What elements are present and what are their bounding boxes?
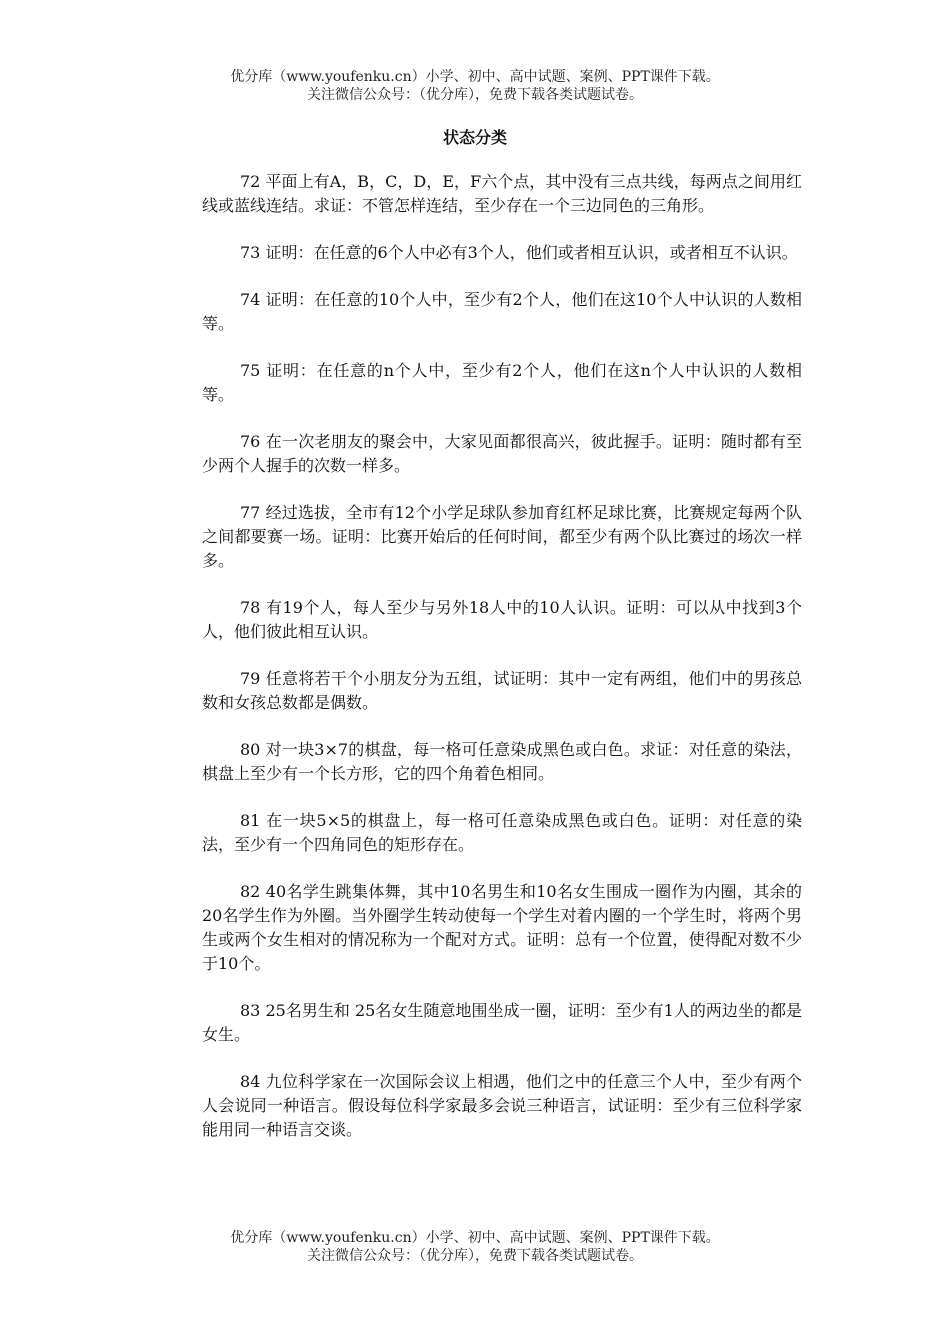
problem-72: 72 平面上有A，B，C，D，E，F六个点，其中没有三点共线，每两点之间用红线或蓝线连结。求证：不管怎样连结，至少存在一个三边同色的三角形。 xyxy=(202,172,802,215)
problem-73: 73 证明：在任意的6个人中必有3个人，他们或者相互认识，或者相互不认识。 xyxy=(240,243,798,262)
problem-78: 78 有19个人，每人至少与另外18人中的10人认识。证明：可以从中找到3个人，他们彼此相互认识。 xyxy=(202,598,802,641)
problem-76: 76 在一次老朋友的聚会中，大家见面都很高兴，彼此握手。证明：随时都有至少两个人握手的次数一样多。 xyxy=(202,432,802,475)
problem-79: 79 任意将若干个小朋友分为五组，试证明：其中一定有两组，他们中的男孩总数和女孩总数都是偶数。 xyxy=(202,669,802,712)
header-line-2: 关注微信公众号：（优分库），免费下载各类试题试卷。 xyxy=(307,87,643,103)
problem-75: 75 证明：在任意的n个人中，至少有2个人，他们在这n个人中认识的人数相等。 xyxy=(202,361,802,404)
page-footer xyxy=(0,1229,950,1265)
problem-80: 80 对一块3×7的棋盘，每一格可任意染成黑色或白色。求证：对任意的染法，棋盘上至少有一个长方形，它的四个角着色相同。 xyxy=(202,740,802,783)
problem-83: 83 25名男生和 25名女生随意地围坐成一圈，证明：至少有1人的两边坐的都是女生。 xyxy=(202,1001,802,1044)
footer-line-1: 优分库（www.youfenku.cn）小学、初中、高中试题、案例、PPT课件下载。 xyxy=(230,1230,720,1246)
problem-74: 74 证明：在任意的10个人中，至少有2个人，他们在这10个人中认识的人数相等。 xyxy=(202,290,802,333)
document-title: 状态分类 xyxy=(442,128,507,147)
problem-82: 82 40名学生跳集体舞，其中10名男生和10名女生围成一圈作为内圈，其余的20名学生作为外圈。当外圈学生转动使每一个学生对着内圈的一个学生时，将两个男生或两个女生相对的情况称为一个配对方式。证明：总有一个位置，使得配对数不少于10个。 xyxy=(202,882,802,973)
problem-84: 84 九位科学家在一次国际会议上相遇，他们之中的任意三个人中，至少有两个人会说同一种语言。假设每位科学家最多会说三种语言，试证明：至少有三位科学家能用同一种语言交谈。 xyxy=(202,1072,802,1139)
header-line-1: 优分库（www.youfenku.cn）小学、初中、高中试题、案例、PPT课件下载。 xyxy=(230,69,720,85)
footer-line-2: 关注微信公众号：（优分库），免费下载各类试题试卷。 xyxy=(307,1248,643,1264)
problem-81: 81 在一块5×5的棋盘上，每一格可任意染成黑色或白色。证明：对任意的染法，至少有一个四角同色的矩形存在。 xyxy=(202,811,802,854)
page-header xyxy=(0,68,950,104)
problem-77: 77 经过选拔，全市有12个小学足球队参加育红杯足球比赛，比赛规定每两个队之间都要赛一场。证明：比赛开始后的任何时间，都至少有两个队比赛过的场次一样多。 xyxy=(202,503,802,570)
problem-list xyxy=(202,170,802,1165)
